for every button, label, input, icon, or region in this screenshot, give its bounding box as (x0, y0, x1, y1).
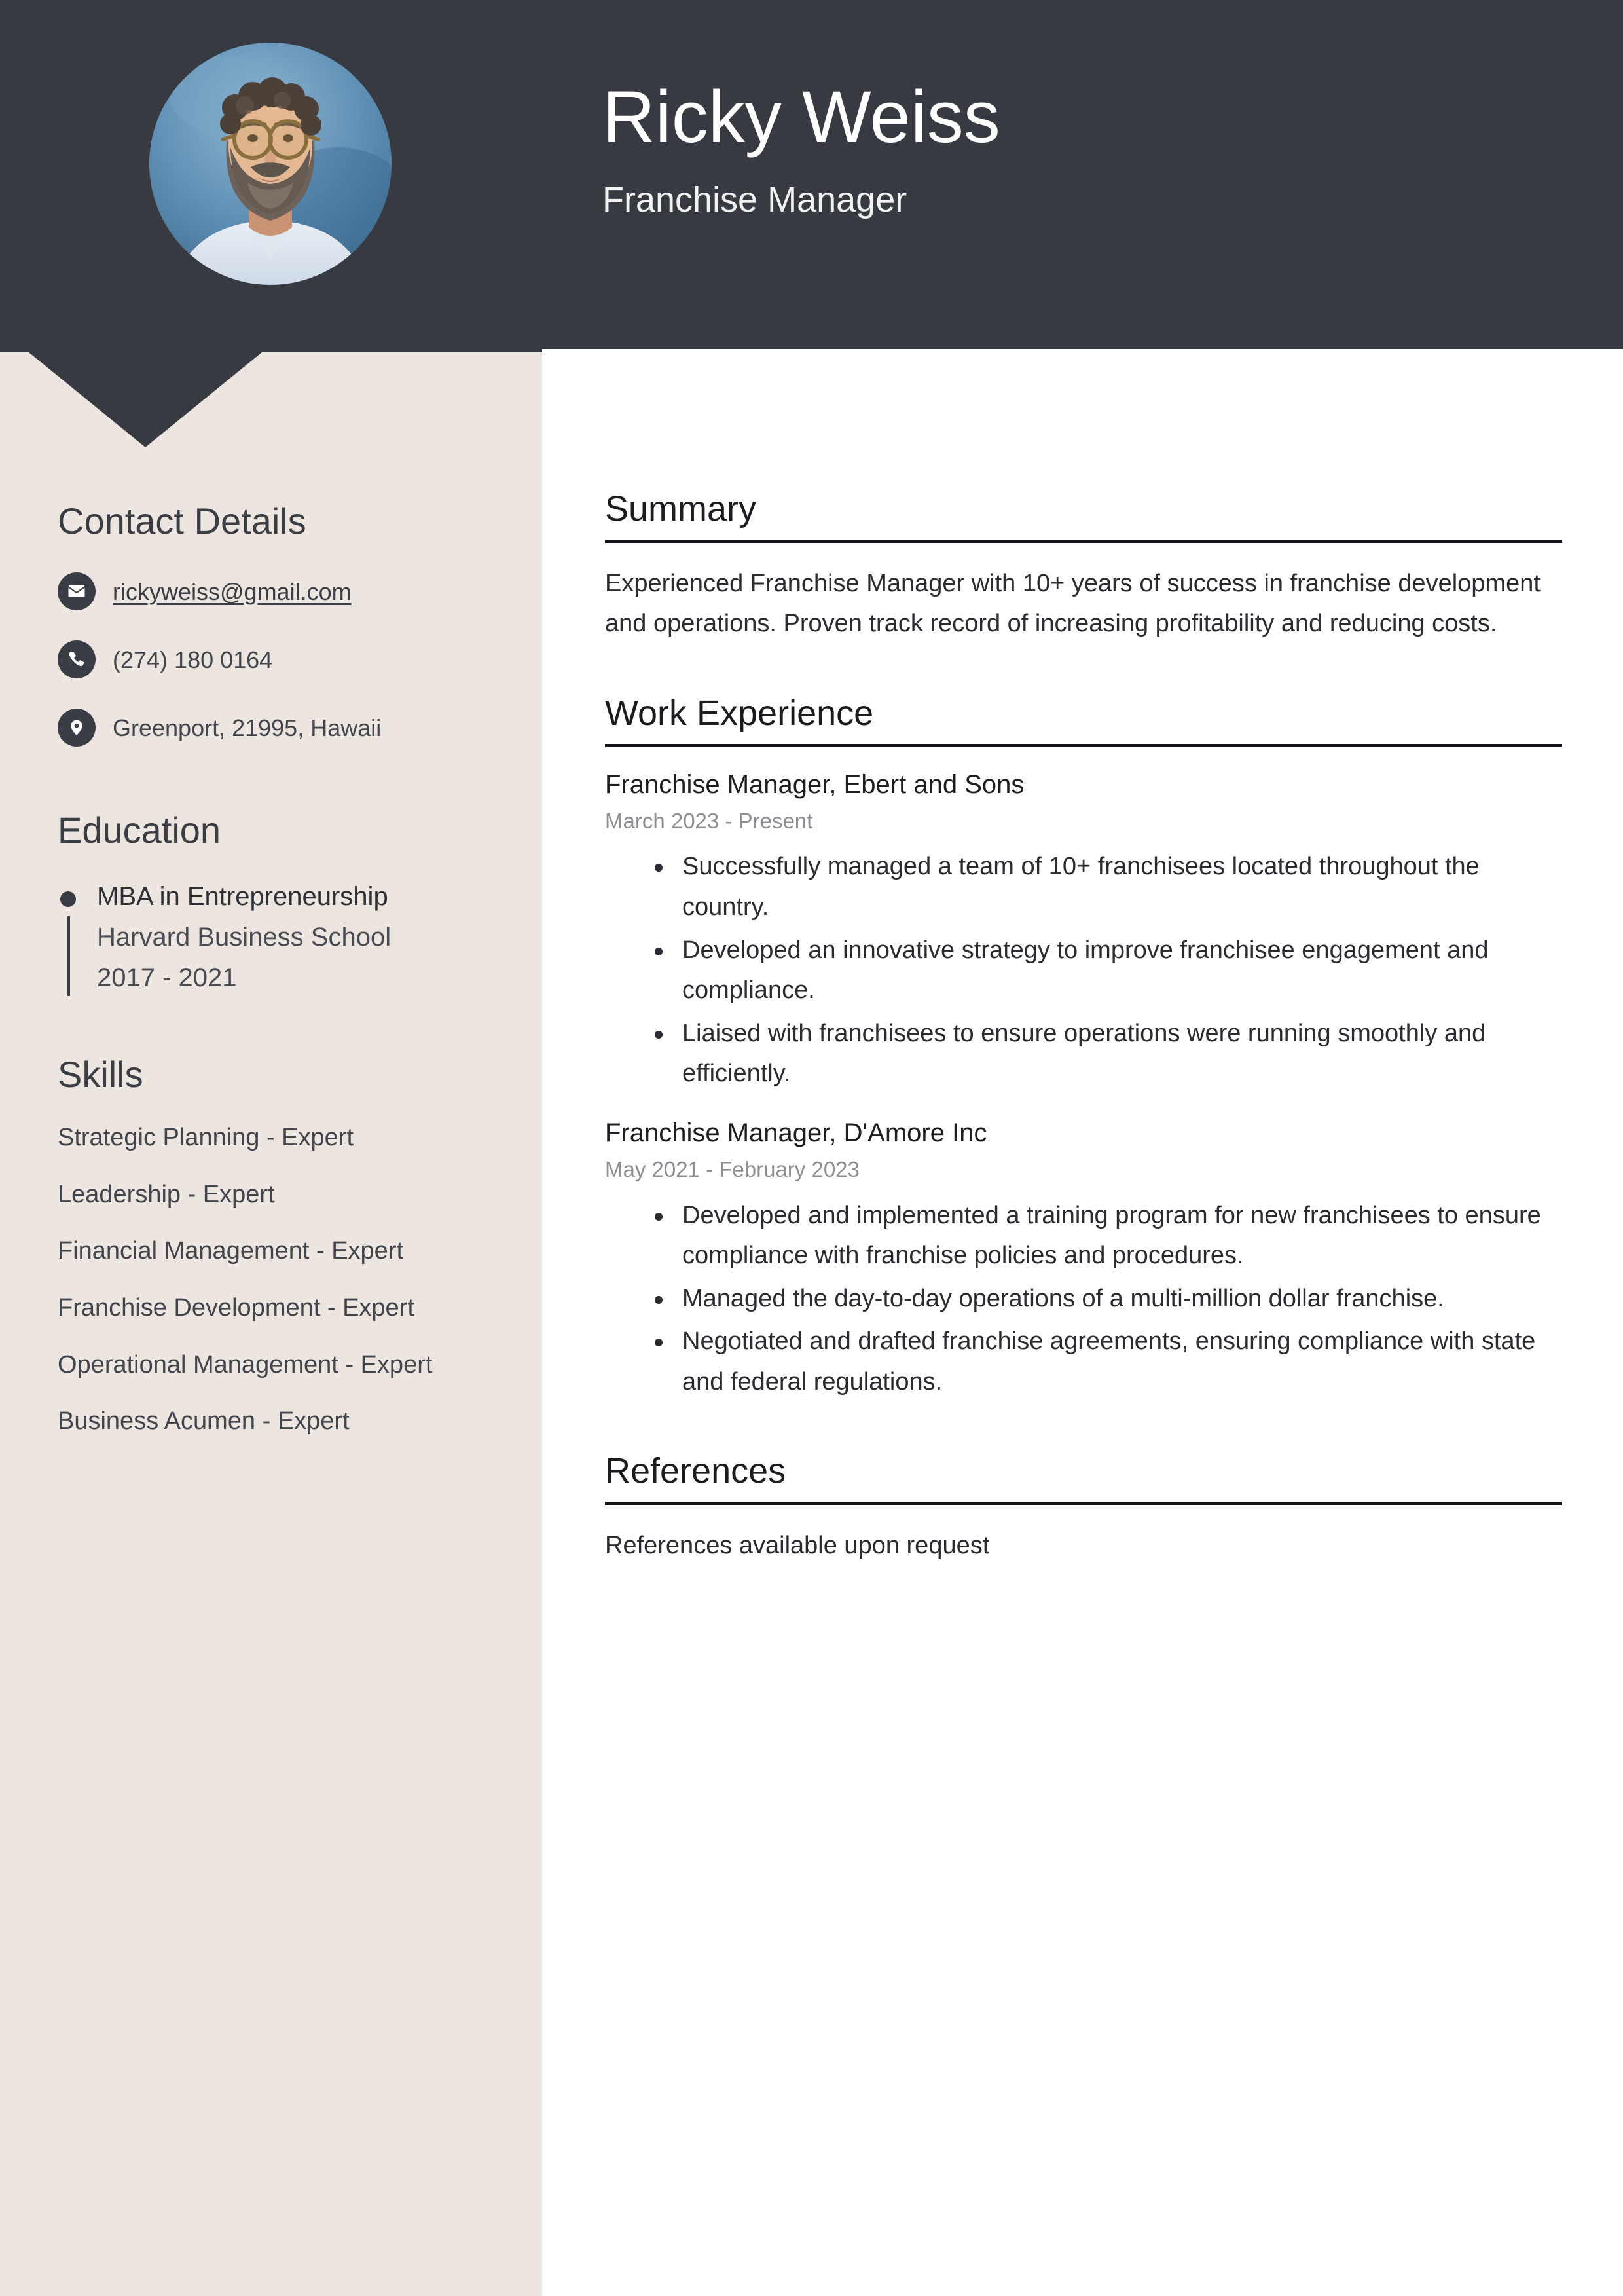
contact-phone-value: (274) 180 0164 (113, 646, 273, 673)
education-dates: 2017 - 2021 (97, 963, 237, 992)
contact-row-location (58, 709, 499, 747)
job-role: Franchise Manager, Ebert and Sons (605, 769, 1025, 799)
contact-details-heading: Contact Details (58, 500, 306, 542)
skills-section (58, 1054, 499, 1437)
job-bullets (605, 847, 1562, 1094)
list-item: Financial Management - Expert (58, 1237, 404, 1265)
summary-heading: Summary (605, 489, 1562, 543)
location-pin-icon (58, 709, 96, 747)
skills-heading: Skills (58, 1053, 143, 1095)
main-content (605, 489, 1562, 1566)
page-title: Ricky Weiss (602, 76, 1000, 158)
contact-details-section (58, 500, 499, 747)
list-item: Developed and implemented a training program for new franchisees to ensure compliance with franchise policies and procedures. (682, 1196, 1562, 1276)
education-section (58, 809, 499, 993)
education-item (58, 881, 499, 993)
summary-text: Experienced Franchise Manager with 10+ years of success in franchise development and operations. Proven track record of increasing profitability and reducing costs. (605, 569, 1541, 638)
contact-location-value: Greenport, 21995, Hawaii (113, 714, 382, 741)
references-section (605, 1451, 1562, 1566)
header-job-title: Franchise Manager (602, 179, 907, 219)
education-degree: MBA in Entrepreneurship (97, 881, 388, 911)
work-experience-heading: Work Experience (605, 693, 1562, 747)
job-dates: March 2023 - Present (605, 808, 813, 833)
phone-icon (58, 640, 96, 678)
contact-row-email[interactable] (58, 572, 499, 610)
education-school: Harvard Business School (97, 922, 392, 952)
education-list (58, 881, 499, 993)
job-entry (605, 768, 1562, 1094)
list-item: Leadership - Expert (58, 1180, 275, 1208)
list-item: Business Acumen - Expert (58, 1407, 350, 1435)
header-text-block (602, 76, 1519, 219)
list-item: Strategic Planning - Expert (58, 1124, 354, 1152)
job-role: Franchise Manager, D'Amore Inc (605, 1118, 987, 1147)
list-item: Developed an innovative strategy to improve franchisee engagement and compliance. (682, 931, 1562, 1011)
references-text: References available upon request (605, 1532, 990, 1560)
job-entry (605, 1117, 1562, 1403)
contact-email-value[interactable]: rickyweiss@gmail.com (113, 578, 352, 605)
references-heading: References (605, 1451, 1562, 1505)
sidebar (0, 452, 542, 1437)
education-heading: Education (58, 809, 221, 851)
email-icon (58, 572, 96, 610)
bullet-dot-icon (60, 891, 76, 907)
summary-body (605, 564, 1562, 644)
summary-section (605, 489, 1562, 644)
work-experience-body (605, 768, 1562, 1403)
references-body (605, 1526, 1562, 1566)
contact-row-phone[interactable] (58, 640, 499, 678)
list-item: Franchise Development - Expert (58, 1294, 414, 1322)
job-dates: May 2021 - February 2023 (605, 1157, 860, 1181)
list-item: Negotiated and drafted franchise agreements, ensuring compliance with state and federal regulations. (682, 1322, 1562, 1402)
list-item: Liaised with franchisees to ensure operations were running smoothly and efficiently. (682, 1014, 1562, 1094)
work-experience-section (605, 693, 1562, 1403)
job-bullets (605, 1196, 1562, 1403)
avatar (149, 43, 392, 285)
list-item: Operational Management - Expert (58, 1350, 433, 1379)
skills-list (58, 1122, 499, 1437)
list-item: Managed the day-to-day operations of a multi-million dollar franchise. (682, 1279, 1562, 1320)
list-item: Successfully managed a team of 10+ franchisees located throughout the country. (682, 847, 1562, 927)
timeline-line (67, 916, 70, 996)
